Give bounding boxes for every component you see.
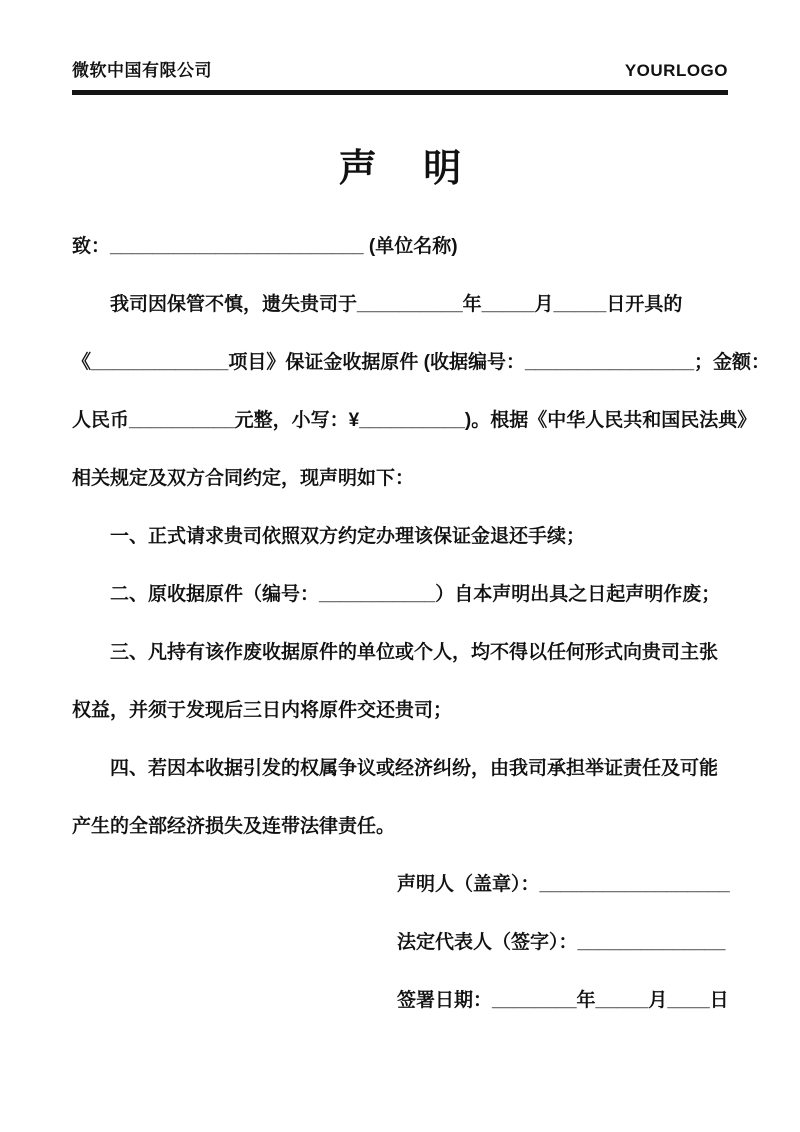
letterhead — [72, 56, 728, 81]
signing-date-line: 签署日期：________年_____月____日 — [397, 990, 729, 1011]
clause-four-line-cont: 产生的全部经济损失及连带法律责任。 — [72, 816, 396, 837]
clause-two-line: 二、原收据原件（编号：___________）自本声明出具之日起声明作废； — [110, 584, 721, 605]
clause-four-line: 四、若因本收据引发的权属争议或经济纠纷，由我司承担举证责任及可能 — [110, 758, 719, 779]
body-line: 我司因保管不慎，遗失贵司于__________年_____月_____日开具的 — [110, 294, 683, 315]
body-line: 相关规定及双方合同约定，现声明如下： — [72, 468, 415, 489]
logo-text: YOURLOGO — [624, 61, 728, 80]
document-title: 声 明 — [338, 148, 480, 190]
signature-block — [397, 856, 728, 1030]
declarant-seal-line: 声明人（盖章）：__________________ — [397, 874, 730, 895]
company-name: 微软中国有限公司 — [72, 61, 212, 80]
clause-one-line: 一、正式请求贵司依照双方约定办理该保证金退还手续； — [110, 526, 586, 547]
clause-three-line-cont: 权益，并须于发现后三日内将原件交还贵司； — [72, 700, 453, 721]
letterhead-divider — [72, 90, 728, 95]
document-body — [72, 218, 771, 856]
body-line: 人民币__________元整，小写：¥__________)。根据《中华人民共和国民法典》 — [72, 410, 757, 431]
legal-representative-line: 法定代表人（签字）：______________ — [397, 932, 726, 953]
body-line: 《_____________项目》保证金收据原件 (收据编号：________________；金额： — [72, 352, 771, 373]
salutation-line: 致：________________________ (单位名称) — [72, 236, 458, 257]
clause-three-line: 三、凡持有该作废收据原件的单位或个人，均不得以任何形式向贵司主张 — [110, 642, 719, 663]
